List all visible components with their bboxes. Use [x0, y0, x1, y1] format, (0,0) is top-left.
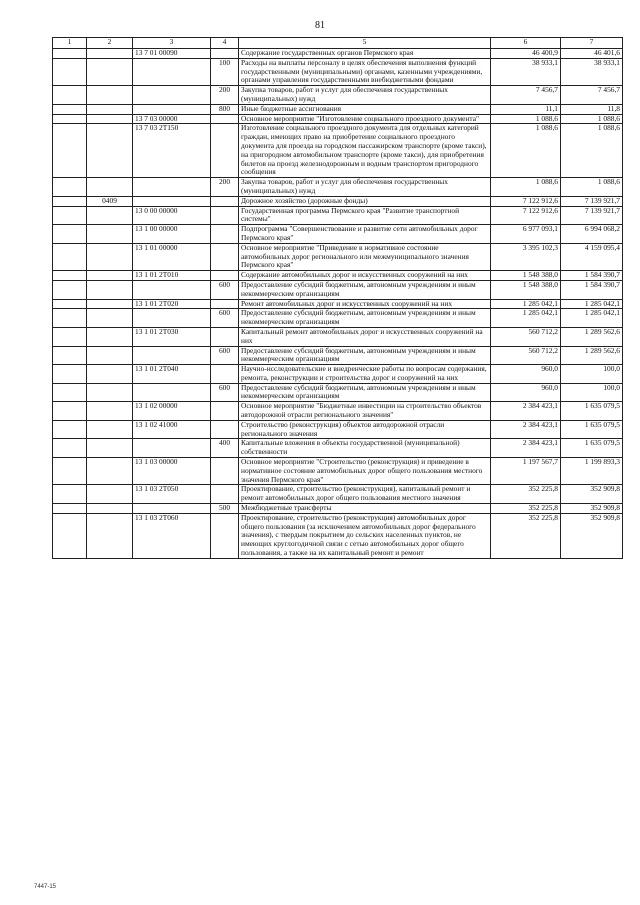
cell-admin-code	[53, 196, 87, 206]
table-row	[53, 49, 623, 59]
cell-expense-type: 500	[211, 504, 239, 514]
table-row	[53, 485, 623, 504]
cell-section-code	[87, 178, 133, 197]
cell-name: Предоставление субсидий бюджетным, автономным учреждениям и иным некоммерческим организациям	[239, 346, 491, 365]
cell-name: Расходы на выплаты персоналу в целях обеспечения выполнения функций государственными (муниципальными) органами, казенными учреждениями, органами управления государственными внебюджетными фондами	[239, 58, 491, 85]
cell-amount-year-2: 100,0	[561, 383, 623, 402]
cell-expense-type	[211, 365, 239, 384]
cell-expense-type	[211, 420, 239, 439]
cell-target-article	[133, 178, 211, 197]
cell-expense-type	[211, 206, 239, 225]
cell-admin-code	[53, 178, 87, 197]
cell-section-code	[87, 504, 133, 514]
cell-expense-type: 600	[211, 383, 239, 402]
cell-target-article: 13 1 03 2Т050	[133, 485, 211, 504]
cell-amount-year-1: 960,0	[491, 365, 561, 384]
cell-expense-type	[211, 243, 239, 270]
table-row	[53, 196, 623, 206]
cell-target-article: 13 1 01 2Т010	[133, 271, 211, 281]
cell-amount-year-1: 7 122 912,6	[491, 196, 561, 206]
cell-name: Основное мероприятие "Строительство (реконструкция) и приведение в нормативное состояние автомобильных дорог общего пользования местного значения Пермского края"	[239, 458, 491, 485]
cell-amount-year-2: 352 909,8	[561, 504, 623, 514]
table-row	[53, 513, 623, 558]
budget-table	[52, 37, 623, 559]
cell-amount-year-1: 11,1	[491, 104, 561, 114]
cell-amount-year-2: 6 994 068,2	[561, 225, 623, 244]
cell-section-code	[87, 513, 133, 558]
cell-name: Основное мероприятие "Приведение в нормативное состояние автомобильных дорог регионального или межмуниципального значения Пермского края"	[239, 243, 491, 270]
cell-amount-year-2: 11,8	[561, 104, 623, 114]
cell-expense-type: 200	[211, 86, 239, 105]
cell-name: Капитальные вложения в объекты государственной (муниципальной) собственности	[239, 439, 491, 458]
cell-section-code	[87, 485, 133, 504]
cell-admin-code	[53, 365, 87, 384]
cell-target-article	[133, 196, 211, 206]
cell-amount-year-1: 960,0	[491, 383, 561, 402]
cell-name: Предоставление субсидий бюджетным, автономным учреждениям и иным некоммерческим организациям	[239, 383, 491, 402]
cell-section-code	[87, 299, 133, 309]
table-row	[53, 327, 623, 346]
table-row	[53, 114, 623, 124]
cell-amount-year-1: 3 395 102,3	[491, 243, 561, 270]
cell-target-article: 13 1 01 2Т040	[133, 365, 211, 384]
cell-name: Изготовление социального проездного документа для отдельных категорий граждан, имеющих право на приобретение социального проездного документа для проезда на городском пассажирском транспорте (кроме такси), на пригородном автомобильном транспорте (кроме такси), для приобретения билетов на проезд железнодорожным и водным транспортом пригородного сообщения	[239, 124, 491, 178]
table-row	[53, 225, 623, 244]
table-row	[53, 206, 623, 225]
cell-admin-code	[53, 309, 87, 328]
cell-section-code	[87, 439, 133, 458]
cell-name: Содержание автомобильных дорог и искусственных сооружений на них	[239, 271, 491, 281]
cell-name: Закупка товаров, работ и услуг для обеспечения государственных (муниципальных) нужд	[239, 178, 491, 197]
cell-section-code	[87, 58, 133, 85]
table-row	[53, 58, 623, 85]
cell-target-article	[133, 439, 211, 458]
cell-section-code	[87, 383, 133, 402]
cell-target-article: 13 1 03 2Т060	[133, 513, 211, 558]
cell-amount-year-2: 1 088,6	[561, 124, 623, 178]
cell-admin-code	[53, 439, 87, 458]
cell-section-code: 0409	[87, 196, 133, 206]
cell-amount-year-1: 2 384 423,1	[491, 439, 561, 458]
header-cell-6: 6	[491, 38, 561, 49]
cell-section-code	[87, 309, 133, 328]
cell-target-article: 13 1 01 2Т030	[133, 327, 211, 346]
cell-name: Дорожное хозяйство (дорожные фонды)	[239, 196, 491, 206]
cell-target-article	[133, 504, 211, 514]
cell-admin-code	[53, 243, 87, 270]
cell-expense-type: 100	[211, 58, 239, 85]
header-cell-4: 4	[211, 38, 239, 49]
cell-name: Государственная программа Пермского края "Развитие транспортной системы"	[239, 206, 491, 225]
cell-expense-type: 600	[211, 280, 239, 299]
cell-name: Предоставление субсидий бюджетным, автономным учреждениям и иным некоммерческим организациям	[239, 309, 491, 328]
cell-name: Проектирование, строительство (реконструкция) автомобильных дорог общего пользования (за исключением автомобильных дорог федерального значения), с твердым покрытием до сельских населенных пунктов, не имеющих круглогодичной связи с сетью автомобильных дорог общего пользования, а также на их капитальный ремонт и ремонт	[239, 513, 491, 558]
cell-section-code	[87, 327, 133, 346]
cell-name: Иные бюджетные ассигнования	[239, 104, 491, 114]
cell-admin-code	[53, 49, 87, 59]
table-row	[53, 346, 623, 365]
table-row	[53, 439, 623, 458]
cell-amount-year-1: 1 285 042,1	[491, 309, 561, 328]
cell-amount-year-1: 352 225,8	[491, 485, 561, 504]
cell-target-article: 13 1 01 2Т020	[133, 299, 211, 309]
cell-expense-type	[211, 124, 239, 178]
cell-target-article: 13 7 03 2Т150	[133, 124, 211, 178]
header-cell-7: 7	[561, 38, 623, 49]
cell-target-article	[133, 346, 211, 365]
table-row	[53, 243, 623, 270]
header-cell-1: 1	[53, 38, 87, 49]
cell-amount-year-2: 1 199 893,3	[561, 458, 623, 485]
cell-expense-type	[211, 114, 239, 124]
cell-name: Ремонт автомобильных дорог и искусственных сооружений на них	[239, 299, 491, 309]
cell-amount-year-2: 1 285 042,1	[561, 299, 623, 309]
cell-target-article: 13 7 01 00090	[133, 49, 211, 59]
cell-amount-year-1: 1 285 042,1	[491, 299, 561, 309]
cell-admin-code	[53, 513, 87, 558]
cell-section-code	[87, 420, 133, 439]
cell-section-code	[87, 346, 133, 365]
cell-amount-year-1: 7 456,7	[491, 86, 561, 105]
cell-amount-year-1: 6 977 093,1	[491, 225, 561, 244]
cell-admin-code	[53, 86, 87, 105]
cell-amount-year-2: 1 285 042,1	[561, 309, 623, 328]
cell-name: Проектирование, строительство (реконструкция), капитальный ремонт и ремонт автомобильных дорог общего пользования местного значения	[239, 485, 491, 504]
table-row	[53, 365, 623, 384]
cell-admin-code	[53, 114, 87, 124]
cell-amount-year-2: 38 933,1	[561, 58, 623, 85]
cell-section-code	[87, 124, 133, 178]
cell-target-article	[133, 58, 211, 85]
cell-amount-year-2: 1 584 390,7	[561, 271, 623, 281]
cell-section-code	[87, 86, 133, 105]
cell-target-article	[133, 309, 211, 328]
cell-admin-code	[53, 271, 87, 281]
cell-admin-code	[53, 485, 87, 504]
cell-target-article	[133, 383, 211, 402]
cell-section-code	[87, 206, 133, 225]
cell-expense-type: 200	[211, 178, 239, 197]
cell-amount-year-1: 1 088,6	[491, 178, 561, 197]
cell-expense-type	[211, 485, 239, 504]
cell-admin-code	[53, 280, 87, 299]
cell-admin-code	[53, 420, 87, 439]
table-row	[53, 309, 623, 328]
cell-amount-year-2: 352 909,8	[561, 485, 623, 504]
cell-target-article: 13 1 02 41000	[133, 420, 211, 439]
cell-amount-year-1: 2 384 423,1	[491, 402, 561, 421]
cell-amount-year-1: 1 548 388,0	[491, 271, 561, 281]
cell-admin-code	[53, 124, 87, 178]
cell-target-article: 13 1 03 00000	[133, 458, 211, 485]
cell-admin-code	[53, 504, 87, 514]
cell-name: Научно-исследовательские и внедренческие работы по вопросам содержания, ремонта, реконструкции и строительства дорог и сооружений на них	[239, 365, 491, 384]
header-cell-2: 2	[87, 38, 133, 49]
cell-expense-type	[211, 271, 239, 281]
table-row	[53, 124, 623, 178]
cell-amount-year-2: 1 088,6	[561, 178, 623, 197]
table-row	[53, 383, 623, 402]
table-header-row	[53, 38, 623, 49]
cell-admin-code	[53, 383, 87, 402]
cell-admin-code	[53, 458, 87, 485]
cell-name: Межбюджетные трансферты	[239, 504, 491, 514]
table-row	[53, 271, 623, 281]
cell-admin-code	[53, 104, 87, 114]
cell-expense-type: 400	[211, 439, 239, 458]
cell-target-article: 13 7 03 00000	[133, 114, 211, 124]
cell-admin-code	[53, 327, 87, 346]
table-row	[53, 280, 623, 299]
cell-section-code	[87, 114, 133, 124]
table-row	[53, 299, 623, 309]
cell-amount-year-1: 352 225,8	[491, 513, 561, 558]
cell-amount-year-1: 1 088,6	[491, 124, 561, 178]
table-row	[53, 420, 623, 439]
page-number: 81	[315, 20, 325, 31]
footer-document-code: 7447-15	[34, 884, 57, 890]
cell-admin-code	[53, 402, 87, 421]
cell-target-article: 13 1 01 00000	[133, 243, 211, 270]
cell-expense-type: 600	[211, 346, 239, 365]
cell-amount-year-1: 1 197 567,7	[491, 458, 561, 485]
cell-expense-type	[211, 196, 239, 206]
cell-section-code	[87, 365, 133, 384]
cell-amount-year-2: 1 289 562,6	[561, 346, 623, 365]
table-row	[53, 178, 623, 197]
cell-section-code	[87, 225, 133, 244]
cell-name: Основное мероприятие "Бюджетные инвестиции на строительство объектов автодорожной отрасли регионального значения"	[239, 402, 491, 421]
cell-name: Подпрограмма "Совершенствование и развитие сети автомобильных дорог Пермского края"	[239, 225, 491, 244]
cell-name: Предоставление субсидий бюджетным, автономным учреждениям и иным некоммерческим организациям	[239, 280, 491, 299]
cell-target-article	[133, 104, 211, 114]
header-cell-5: 5	[239, 38, 491, 49]
cell-amount-year-1: 2 384 423,1	[491, 420, 561, 439]
cell-amount-year-1: 560 712,2	[491, 327, 561, 346]
cell-name: Основное мероприятие "Изготовление социального проездного документа"	[239, 114, 491, 124]
cell-expense-type	[211, 225, 239, 244]
table-row	[53, 402, 623, 421]
cell-expense-type	[211, 49, 239, 59]
cell-target-article	[133, 86, 211, 105]
cell-target-article	[133, 280, 211, 299]
cell-amount-year-2: 7 139 921,7	[561, 206, 623, 225]
cell-expense-type	[211, 513, 239, 558]
cell-target-article: 13 1 00 00000	[133, 225, 211, 244]
cell-section-code	[87, 402, 133, 421]
cell-amount-year-2: 1 635 079,5	[561, 420, 623, 439]
table-row	[53, 504, 623, 514]
cell-expense-type	[211, 458, 239, 485]
cell-amount-year-2: 4 159 095,4	[561, 243, 623, 270]
cell-expense-type: 600	[211, 309, 239, 328]
cell-amount-year-2: 352 909,8	[561, 513, 623, 558]
cell-amount-year-1: 46 400,9	[491, 49, 561, 59]
cell-amount-year-2: 7 456,7	[561, 86, 623, 105]
cell-amount-year-2: 1 635 079,5	[561, 402, 623, 421]
cell-amount-year-2: 1 289 562,6	[561, 327, 623, 346]
cell-section-code	[87, 104, 133, 114]
cell-amount-year-2: 1 635 079,5	[561, 439, 623, 458]
cell-section-code	[87, 280, 133, 299]
cell-admin-code	[53, 346, 87, 365]
cell-amount-year-1: 1 548 388,0	[491, 280, 561, 299]
cell-target-article: 13 1 02 00000	[133, 402, 211, 421]
cell-target-article: 13 0 00 00000	[133, 206, 211, 225]
cell-admin-code	[53, 299, 87, 309]
cell-amount-year-2: 1 584 390,7	[561, 280, 623, 299]
cell-name: Строительство (реконструкция) объектов автодорожной отрасли регионального значения	[239, 420, 491, 439]
cell-admin-code	[53, 58, 87, 85]
cell-amount-year-2: 46 401,6	[561, 49, 623, 59]
cell-section-code	[87, 458, 133, 485]
cell-name: Содержание государственных органов Пермского края	[239, 49, 491, 59]
cell-amount-year-1: 1 088,6	[491, 114, 561, 124]
table-row	[53, 104, 623, 114]
table-row	[53, 458, 623, 485]
cell-name: Закупка товаров, работ и услуг для обеспечения государственных (муниципальных) нужд	[239, 86, 491, 105]
cell-expense-type: 800	[211, 104, 239, 114]
cell-section-code	[87, 49, 133, 59]
cell-amount-year-1: 38 933,1	[491, 58, 561, 85]
cell-amount-year-2: 1 088,6	[561, 114, 623, 124]
cell-amount-year-1: 352 225,8	[491, 504, 561, 514]
cell-expense-type	[211, 402, 239, 421]
cell-name: Капитальный ремонт автомобильных дорог и искусственных сооружений на них	[239, 327, 491, 346]
cell-amount-year-1: 7 122 912,6	[491, 206, 561, 225]
cell-admin-code	[53, 206, 87, 225]
cell-expense-type	[211, 299, 239, 309]
cell-admin-code	[53, 225, 87, 244]
cell-amount-year-2: 100,0	[561, 365, 623, 384]
cell-amount-year-1: 560 712,2	[491, 346, 561, 365]
cell-expense-type	[211, 327, 239, 346]
cell-amount-year-2: 7 139 921,7	[561, 196, 623, 206]
cell-section-code	[87, 271, 133, 281]
cell-section-code	[87, 243, 133, 270]
table-row	[53, 86, 623, 105]
header-cell-3: 3	[133, 38, 211, 49]
